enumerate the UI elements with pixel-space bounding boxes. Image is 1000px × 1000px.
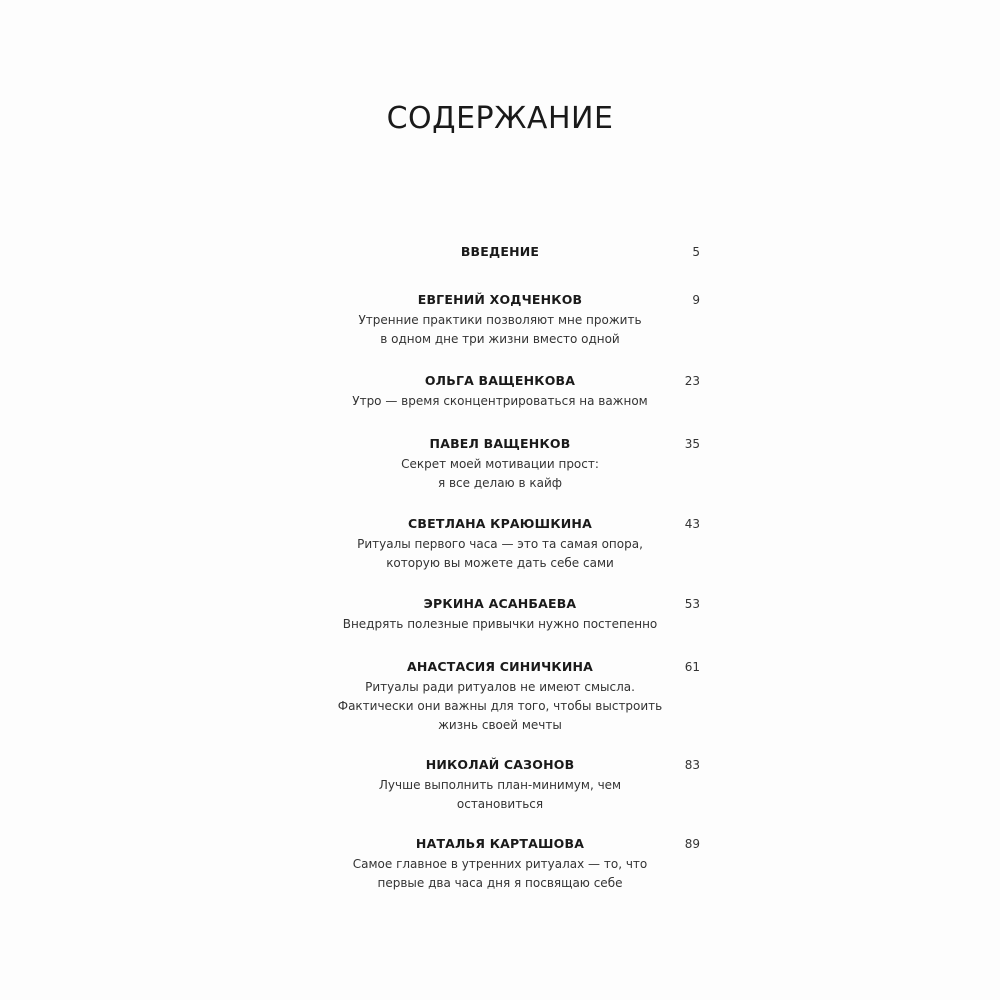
toc-entry-title: АНАСТАСИЯ СИНИЧКИНА xyxy=(406,659,594,674)
toc-entry-subtitle xyxy=(300,455,700,493)
toc-entry-title: ЕВГЕНИЙ ХОДЧЕНКОВ xyxy=(417,292,583,307)
toc-entry-title: ПАВЕЛ ВАЩЕНКОВ xyxy=(429,436,571,451)
toc-entry-title: СВЕТЛАНА КРАЮШКИНА xyxy=(408,516,592,531)
toc-entry-subtitle-line: остановиться xyxy=(456,797,544,811)
toc-entry-subtitle-line: Лучше выполнить план-минимум, чем xyxy=(378,778,622,792)
toc-entry-subtitle-line: Самое главное в утренних ритуалах — то, что xyxy=(352,857,648,871)
toc-entry-subtitle xyxy=(300,392,700,411)
toc-entry-title: ЭРКИНА АСАНБАЕВА xyxy=(423,596,577,611)
toc-entry-page-number: 89 xyxy=(684,837,700,851)
page-title: СОДЕРЖАНИЕ xyxy=(386,101,614,136)
toc-entry-subtitle xyxy=(300,678,700,735)
toc-entry-title: ОЛЬГА ВАЩЕНКОВА xyxy=(424,373,576,388)
toc-entry-subtitle-line: Внедрять полезные привычки нужно постепенно xyxy=(342,617,658,631)
toc-entry-page-number: 9 xyxy=(692,293,700,307)
toc-entry-subtitle-line: первые два часа дня я посвящаю себе xyxy=(377,876,623,890)
toc-entry-page-number: 23 xyxy=(684,374,700,388)
toc-entry-subtitle xyxy=(300,776,700,814)
toc-entry-subtitle-line: Ритуалы первого часа — это та самая опора, xyxy=(357,537,643,551)
toc-entry-subtitle-line: я все делаю в кайф xyxy=(437,476,563,490)
toc-entry-subtitle xyxy=(300,855,700,893)
toc-entry-title: НАТАЛЬЯ КАРТАШОВА xyxy=(415,836,585,851)
toc-entry-subtitle-line: в одном дне три жизни вместо одной xyxy=(380,332,620,346)
toc-entry-title: НИКОЛАЙ САЗОНОВ xyxy=(425,757,575,772)
toc-entry-page-number: 53 xyxy=(684,597,700,611)
toc-entry-subtitle-line: Ритуалы ради ритуалов не имеют смысла. xyxy=(365,680,635,694)
toc-entry-subtitle xyxy=(300,535,700,573)
toc-entry-page-number: 61 xyxy=(684,660,700,674)
toc-entry-subtitle xyxy=(300,615,700,634)
toc-entry-page-number: 43 xyxy=(684,517,700,531)
toc-entry-subtitle-line: Утренние практики позволяют мне прожить xyxy=(358,313,642,327)
toc-entry-subtitle-line: Секрет моей мотивации прост: xyxy=(401,457,599,471)
toc-entry-page-number: 5 xyxy=(692,245,700,259)
toc-entry-page-number: 35 xyxy=(684,437,700,451)
toc-entry-subtitle-line: Утро — время сконцентрироваться на важном xyxy=(352,394,648,408)
toc-entry-subtitle-line: жизнь своей мечты xyxy=(438,718,562,732)
toc-entry-subtitle-line: Фактически они важны для того, чтобы выстроить xyxy=(337,699,663,713)
toc-entry-subtitle-line: которую вы можете дать себе сами xyxy=(386,556,614,570)
toc-entry-subtitle xyxy=(300,311,700,349)
toc-entry-page-number: 83 xyxy=(684,758,700,772)
toc-entry-title: ВВЕДЕНИЕ xyxy=(460,244,540,259)
